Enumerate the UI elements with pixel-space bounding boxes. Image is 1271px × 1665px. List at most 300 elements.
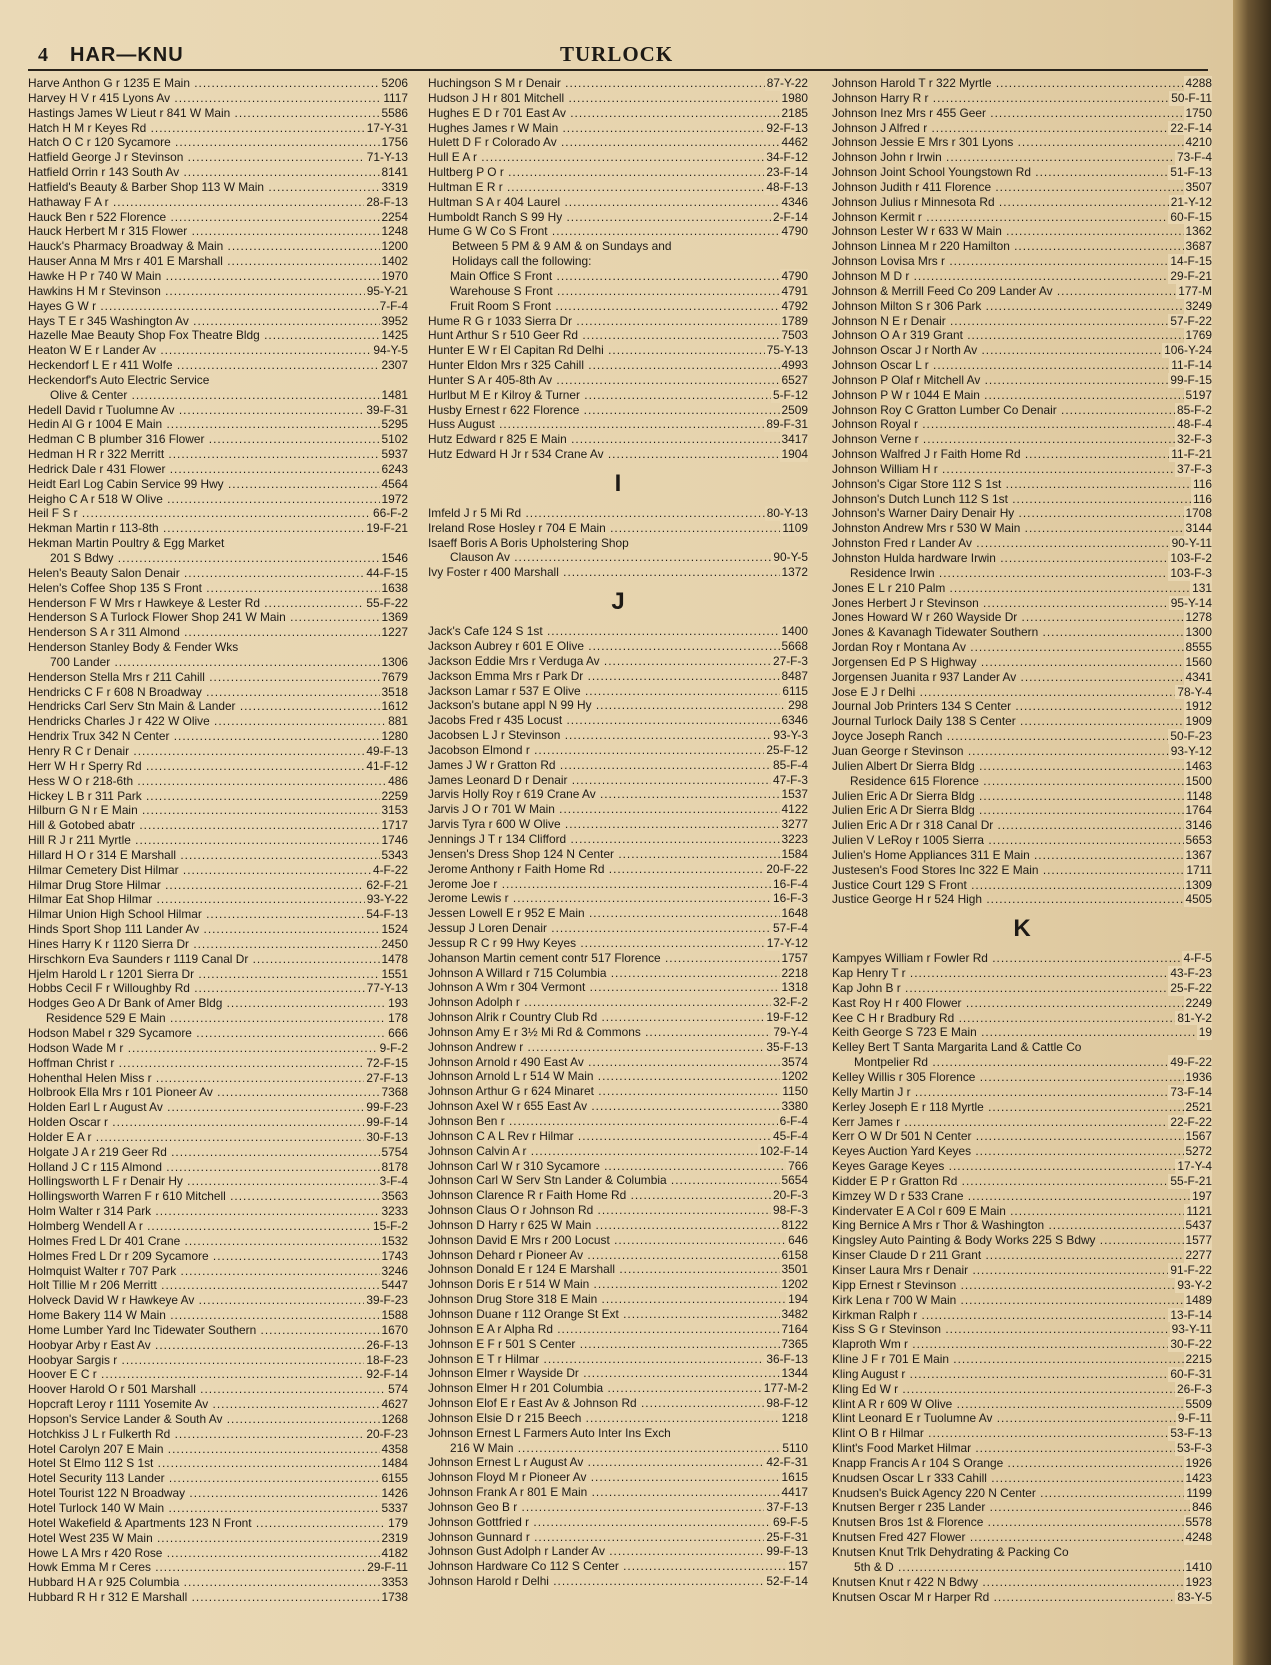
listing-name: Hughes E D r 701 East Av ..... — [428, 106, 808, 121]
listing-name: Johnson & Merrill Feed Co 209 Lander Av ..... — [832, 284, 1212, 299]
listing-phone: 1546 — [381, 551, 408, 565]
listing-entry — [428, 1203, 808, 1218]
listing-phone: 75-Y-13 — [766, 343, 808, 358]
listing-entry — [832, 135, 1212, 150]
listing-phone: 2521 — [1185, 1099, 1212, 1114]
listing-name: Holmes Fred L Dr r 209 Sycamore ..... — [28, 1249, 408, 1264]
listing-entry — [428, 1025, 808, 1040]
listing-entry — [832, 328, 1212, 343]
listing-name: Johnson P W r 1044 E Main ..... — [832, 388, 1212, 403]
listing-phone: 298 — [788, 698, 808, 713]
listing-phone: 1909 — [1185, 714, 1212, 729]
listing-phone: 1769 — [1185, 328, 1212, 343]
listing-name: Hoobyar Arby r East Av ..... — [28, 1338, 408, 1353]
listing-entry — [28, 1560, 408, 1575]
listing-entry — [832, 1426, 1212, 1441]
listing-phone: 4790 — [781, 224, 808, 239]
listing-phone: 1912 — [1185, 699, 1212, 714]
listing-name: Hillard H O r 314 E Marshall ..... — [28, 848, 408, 863]
listing-phone: 4288 — [1185, 76, 1212, 90]
listing-entry — [28, 878, 408, 893]
listing-name: Jackson Lamar r 537 E Olive ..... — [428, 684, 808, 699]
listing-name: Kast Roy H r 400 Flower ..... — [832, 996, 1212, 1011]
listing-name: Hume R G r 1033 Sierra Dr ..... — [428, 314, 808, 329]
listing-phone: 3574 — [781, 1054, 808, 1069]
listing-phone: 1612 — [381, 699, 408, 714]
listing-entry — [428, 1530, 808, 1545]
listing-name: Residence 529 E Main ..... — [28, 1011, 408, 1026]
listing-name: Hotel Carolyn 207 E Main ..... — [28, 1442, 408, 1457]
listing-entry — [428, 906, 808, 921]
listing-entry — [832, 1471, 1212, 1486]
listing-entry — [428, 921, 808, 936]
listing-name: Hoobyar Sargis r ..... — [28, 1353, 408, 1368]
listing-phone: 25-F-12 — [766, 742, 808, 757]
listing-entry — [428, 995, 808, 1010]
listing-name: Holm Walter r 314 Park ..... — [28, 1204, 408, 1219]
listing-phone: 1537 — [781, 787, 808, 802]
listing-entry — [28, 165, 408, 180]
listing-phone: 53-F-13 — [1170, 1426, 1212, 1441]
listing-entry — [428, 1055, 808, 1070]
listing-phone: 1936 — [1185, 1070, 1212, 1084]
listing-name: Justesen's Food Stores Inc 322 E Main ..... — [832, 863, 1212, 878]
listing-entry — [428, 106, 808, 121]
listing-entry — [832, 729, 1212, 744]
listing-phone: 25-F-31 — [766, 1529, 808, 1544]
listing-phone: 48-F-13 — [766, 179, 808, 194]
listing-entry — [832, 373, 1212, 388]
listing-entry — [428, 284, 808, 299]
listing-phone: 5437 — [1185, 1218, 1212, 1233]
listing-name: Johnson Judith r 411 Florence ..... — [832, 180, 1212, 195]
listing-entry — [28, 1100, 408, 1115]
listing-entry — [832, 224, 1212, 239]
listing-name: Jones & Kavanagh Tidewater Southern ..... — [832, 625, 1212, 640]
listing-phone: 26-F-13 — [366, 1337, 408, 1352]
listing-phone: 4505 — [1185, 892, 1212, 907]
listing-entry — [428, 1485, 808, 1500]
listing-phone: 4248 — [1185, 1530, 1212, 1545]
listing-phone: 22-F-14 — [1170, 120, 1212, 135]
listing-entry — [428, 1188, 808, 1203]
listing-phone: 1423 — [1185, 1470, 1212, 1485]
listing-name: Holidays call the following: — [452, 254, 592, 269]
listing-phone: 18-F-23 — [366, 1352, 408, 1367]
listing-name: 201 S Bdwy ..... — [28, 551, 408, 566]
listing-entry — [28, 699, 408, 714]
listing-entry — [428, 1455, 808, 1470]
listing-entry — [28, 1264, 408, 1279]
listing-phone: 8122 — [781, 1217, 808, 1232]
listing-name: Johnson Calvin A r ..... — [428, 1144, 808, 1159]
listing-phone: 1309 — [1185, 877, 1212, 892]
listing-entry — [428, 1500, 808, 1515]
listing-phone: 57-F-4 — [772, 921, 808, 936]
listing-entry — [428, 787, 808, 802]
listing-entry — [832, 759, 1212, 774]
listing-name: Hatfield's Beauty & Barber Shop 113 W Main ..... — [28, 180, 408, 195]
listing-name: Hill & Gotobed abatr ..... — [28, 818, 408, 833]
listing-phone: 50-F-23 — [1170, 729, 1212, 744]
listing-phone: 17-Y-12 — [766, 935, 808, 950]
listing-phone: 7679 — [381, 669, 408, 684]
listing-entry — [28, 1234, 408, 1249]
listing-entry — [428, 269, 808, 284]
listing-phone: 36-F-13 — [766, 1351, 808, 1366]
listing-entry — [428, 210, 808, 225]
listing-entry — [428, 506, 808, 521]
listing-entry — [832, 818, 1212, 833]
listing-name: Hobbs Cecil F r Willoughby Rd ..... — [28, 981, 408, 996]
listing-entry — [832, 1115, 1212, 1130]
listing-phone: 106-Y-24 — [1164, 343, 1212, 358]
listing-phone: 1202 — [781, 1069, 808, 1084]
listing-entry — [428, 224, 808, 239]
listing-name: Julien Eric A Dr Sierra Bldg ..... — [832, 803, 1212, 818]
listing-name: Jennings J T r 134 Clifford ..... — [428, 832, 808, 847]
listing-phone: 1410 — [1185, 1559, 1212, 1574]
listing-entry — [832, 1263, 1212, 1278]
listing-phone: 5272 — [1185, 1144, 1212, 1159]
listing-entry — [832, 388, 1212, 403]
listing-entry — [832, 343, 1212, 358]
listing-name: Johnson Carl W r 310 Sycamore ..... — [428, 1159, 808, 1174]
listing-phone: 3277 — [781, 817, 808, 832]
listing-entry — [28, 1189, 408, 1204]
listing-entry — [428, 951, 808, 966]
listing-phone: 78-Y-4 — [1177, 684, 1212, 699]
listing-entry — [832, 1352, 1212, 1367]
listing-entry — [28, 1293, 408, 1308]
listing-entry — [28, 818, 408, 833]
listing-phone: 1478 — [381, 951, 408, 966]
listing-name: Hollingsworth L F r Denair Hy ..... — [28, 1174, 408, 1189]
listing-name: Hunter Eldon Mrs r 325 Cahill ..... — [428, 358, 808, 373]
listing-phone: 4-F-22 — [372, 862, 408, 877]
listing-entry — [28, 388, 408, 403]
listing-name: Johnson Gust Adolph r Lander Av ..... — [428, 1544, 808, 1559]
listing-name: Johnson Royal r ..... — [832, 417, 1212, 432]
listing-phone: 1489 — [1185, 1292, 1212, 1307]
listing-phone: 16-F-3 — [772, 891, 808, 906]
listing-entry — [428, 639, 808, 654]
listing-name: Johnson Alrik r Country Club Rd ..... — [428, 1010, 808, 1025]
listing-name: Klint O B r Hilmar ..... — [832, 1426, 1212, 1441]
listing-phone: 39-F-23 — [366, 1293, 408, 1308]
listing-phone: 1757 — [781, 950, 808, 965]
listing-name: Hedin Al G r 1004 E Main ..... — [28, 417, 408, 432]
listing-phone: 89-F-31 — [766, 417, 808, 432]
listing-phone: 881 — [388, 714, 408, 729]
listing-entry — [428, 150, 808, 165]
listing-entry — [832, 892, 1212, 907]
listing-entry — [832, 1456, 1212, 1471]
listing-phone: 2-F-14 — [772, 209, 808, 224]
listing-entry — [28, 848, 408, 863]
listing-entry — [28, 1501, 408, 1516]
listing-entry — [832, 848, 1212, 863]
listing-phone: 5668 — [781, 639, 808, 653]
listing-phone: 3-F-4 — [379, 1174, 408, 1189]
listing-entry — [428, 1233, 808, 1248]
listing-phone: 194 — [788, 1292, 808, 1307]
listing-name: Hawke H P r 740 W Main ..... — [28, 269, 408, 284]
listing-name: Johnson Elmer H r 201 Columbia ..... — [428, 1381, 808, 1396]
listing-entry — [28, 106, 408, 121]
listing-entry — [28, 967, 408, 982]
listing-name: Hotchkiss J L r Fulkerth Rd ..... — [28, 1427, 408, 1442]
listing-entry — [832, 1367, 1212, 1382]
listing-phone: 1481 — [381, 387, 408, 402]
listing-entry — [28, 239, 408, 254]
listing-entry — [428, 1144, 808, 1159]
listing-entry — [428, 980, 808, 995]
listing-name: Hutz Edward H Jr r 534 Crane Av ..... — [428, 447, 808, 462]
listing-name: Hilmar Drug Store Hilmar ..... — [28, 878, 408, 893]
listing-phone: 6346 — [781, 713, 808, 728]
listing-phone: 11-F-21 — [1171, 447, 1212, 462]
listing-phone: 3144 — [1185, 521, 1212, 536]
listing-entry — [832, 1100, 1212, 1115]
listing-phone: 6155 — [381, 1471, 408, 1486]
listing-entry — [28, 284, 408, 299]
listing-entry — [428, 1099, 808, 1114]
listing-entry — [428, 743, 808, 758]
listing-name: Johnson Carl W Serv Stn Lander & Columbia ..... — [428, 1173, 808, 1188]
listing-entry — [832, 1218, 1212, 1233]
listing-name: Hilburn G N r E Main ..... — [28, 803, 408, 818]
listing-entry — [832, 1055, 1212, 1070]
listing-entry — [832, 1575, 1212, 1590]
listing-name: Jarvis J O r 701 W Main ..... — [428, 802, 808, 817]
listing-phone: 131 — [1192, 580, 1212, 595]
listing-entry — [832, 551, 1212, 566]
listing-entry — [428, 1159, 808, 1174]
listing-phone: 4182 — [381, 1545, 408, 1560]
listing-name: Johnson Ernest L r August Av ..... — [428, 1455, 808, 1470]
listing-name: Johnson Donald E r 124 E Marshall ..... — [428, 1262, 808, 1277]
listing-name: Knutsen Oscar M r Harper Rd ..... — [832, 1590, 1212, 1605]
listing-entry — [28, 328, 408, 343]
listing-phone: 95-Y-21 — [366, 283, 408, 298]
listing-name: Hatch O C r 120 Sycamore ..... — [28, 135, 408, 150]
listing-name: Holgate J A r 219 Geer Rd ..... — [28, 1145, 408, 1160]
listing-entry — [28, 150, 408, 165]
listing-name: Juan George r Stevinson ..... — [832, 744, 1212, 759]
listing-entry — [428, 1544, 808, 1559]
listing-phone: 49-F-22 — [1170, 1055, 1212, 1070]
listing-phone: 93-Y-22 — [366, 892, 408, 907]
listing-phone: 5197 — [1185, 387, 1212, 402]
listing-entry — [832, 566, 1212, 581]
listing-phone: 1789 — [781, 313, 808, 328]
listing-name: Keyes Auction Yard Keyes ..... — [832, 1144, 1212, 1159]
listing-entry — [832, 284, 1212, 299]
listing-name: Jackson's butane appl N 99 Hy ..... — [428, 698, 808, 713]
listing-name: Hughes James r W Main ..... — [428, 121, 808, 136]
listing-name: Johnson Roy C Gratton Lumber Co Denair ..... — [832, 403, 1212, 418]
listing-phone: 1588 — [381, 1308, 408, 1323]
listing-name: Heil F S r ..... — [28, 506, 408, 521]
listing-phone: 1150 — [782, 1084, 808, 1099]
listing-name: Hatch H M r Keyes Rd ..... — [28, 121, 408, 136]
listing-entry — [428, 1337, 808, 1352]
listing-entry — [832, 1085, 1212, 1100]
listing-phone: 7368 — [381, 1085, 408, 1100]
listing-entry — [832, 536, 1212, 551]
listing-name: Johnson E T r Hilmar ..... — [428, 1352, 808, 1367]
listing-name: 5th & D ..... — [832, 1560, 1212, 1575]
listing-entry — [428, 550, 808, 565]
listing-name: Johnson Frank A r 801 E Main ..... — [428, 1485, 808, 1500]
listing-name: Hopcraft Leroy r 1111 Yosemite Av ..... — [28, 1397, 408, 1412]
listing-entry — [428, 891, 808, 906]
listing-name: Jensen's Dress Shop 124 N Center ..... — [428, 847, 808, 862]
listing-phone: 116 — [1193, 491, 1212, 506]
listing-entry — [28, 91, 408, 106]
listing-phone: 92-F-14 — [366, 1367, 408, 1382]
listing-name: Johnson Oscar J r North Av ..... — [832, 343, 1212, 358]
listing-phone: 3246 — [381, 1263, 408, 1278]
listing-name: Kap Henry T r ..... — [832, 966, 1212, 981]
listing-name: Henderson Stanley Body & Fender Wks — [28, 640, 239, 655]
listing-entry — [428, 195, 808, 210]
listing-phone: 4792 — [781, 298, 808, 313]
listing-name: Jones Howard W r 260 Wayside Dr ..... — [832, 610, 1212, 625]
listing-phone: 1584 — [781, 846, 808, 861]
listing-phone: 2249 — [1185, 995, 1212, 1010]
listing-phone: 2307 — [381, 358, 408, 373]
listing-entry — [428, 1352, 808, 1367]
listing-phone: 1425 — [381, 328, 408, 343]
listing-entry — [428, 388, 808, 403]
listing-phone: 62-F-21 — [366, 877, 408, 892]
listing-phone: 5110 — [782, 1440, 808, 1455]
listing-phone: 81-Y-2 — [1177, 1010, 1212, 1025]
listing-entry — [28, 314, 408, 329]
listing-entry — [832, 1308, 1212, 1323]
listing-phone: 17-Y-4 — [1177, 1159, 1212, 1174]
listing-name: Hultberg P O r ..... — [428, 165, 808, 180]
listing-name: Kline J F r 701 E Main ..... — [832, 1352, 1212, 1367]
listing-entry — [428, 1426, 808, 1441]
listing-entry — [832, 699, 1212, 714]
listing-entry — [428, 1307, 808, 1322]
listing-phone: 15-F-2 — [372, 1218, 408, 1233]
listing-entry — [28, 521, 408, 536]
listing-entry — [28, 566, 408, 581]
listing-name: Klint's Food Market Hilmar ..... — [832, 1441, 1212, 1456]
listing-name: Johnson O A r 319 Grant ..... — [832, 328, 1212, 343]
listing-name: Kinser Claude D r 211 Grant ..... — [832, 1248, 1212, 1263]
listing-name: Jarvis Holly Roy r 619 Crane Av ..... — [428, 787, 808, 802]
listing-entry — [28, 1204, 408, 1219]
listing-name: Hoover E C r ..... — [28, 1367, 408, 1382]
listing-phone: 4791 — [781, 283, 808, 298]
listing-name: Jerome Joe r ..... — [428, 877, 808, 892]
listing-phone: 1738 — [381, 1590, 408, 1605]
listing-name: Johnson Ernest L Farmers Auto Inter Ins Exch — [428, 1425, 671, 1440]
listing-name: Johnson Walfred J r Faith Home Rd ..... — [832, 447, 1212, 462]
listing-name: Residence 615 Florence ..... — [832, 774, 1212, 789]
listing-entry — [428, 773, 808, 788]
listing-name: Johnson Arnold r 490 East Av ..... — [428, 1055, 808, 1070]
listing-phone: 14-F-15 — [1170, 254, 1212, 269]
listing-phone: 35-F-13 — [766, 1039, 808, 1054]
listing-entry — [832, 1515, 1212, 1530]
listing-entry — [832, 210, 1212, 225]
listing-entry — [28, 1427, 408, 1442]
listing-name: Hauck Herbert M r 315 Flower ..... — [28, 224, 408, 239]
listing-name: Johnson M D r ..... — [832, 269, 1212, 284]
listing-name: Henderson Stella Mrs r 211 Cahill ..... — [28, 670, 408, 685]
listing-name: Johnson Harry R r ..... — [832, 91, 1212, 106]
listing-name: Ireland Rose Hosley r 704 E Main ..... — [428, 521, 808, 536]
listing-entry — [428, 1084, 808, 1099]
listing-phone: 94-Y-5 — [373, 343, 408, 358]
listing-phone: 1524 — [381, 922, 408, 937]
listing-phone: 1904 — [781, 447, 808, 462]
listing-name: Kinser Laura Mrs r Denair ..... — [832, 1263, 1212, 1278]
listing-phone: 99-F-13 — [766, 1544, 808, 1559]
listing-phone: 32-F-3 — [1176, 432, 1212, 447]
listing-name: Kingsley Auto Painting & Body Works 225 S Bdwy ..... — [832, 1233, 1212, 1248]
listing-entry — [28, 1353, 408, 1368]
listing-entry — [832, 1590, 1212, 1605]
listing-entry — [28, 1397, 408, 1412]
listing-entry — [832, 1397, 1212, 1412]
listing-entry — [832, 1040, 1212, 1055]
listing-entry — [832, 403, 1212, 418]
listing-entry — [28, 774, 408, 789]
listing-phone: 1970 — [381, 268, 408, 283]
listing-entry — [28, 744, 408, 759]
listing-entry — [428, 802, 808, 817]
listing-phone: 1300 — [1185, 625, 1212, 640]
listing-entry — [832, 1204, 1212, 1219]
listing-entry — [832, 1530, 1212, 1545]
listing-name: Johnson Joint School Youngstown Rd ..... — [832, 165, 1212, 180]
listing-entry — [428, 565, 808, 580]
listing-entry — [428, 447, 808, 462]
listing-entry — [832, 996, 1212, 1011]
listing-phone: 846 — [1192, 1500, 1212, 1515]
listing-entry — [28, 76, 408, 91]
listing-entry — [832, 1144, 1212, 1159]
listing-entry — [28, 1367, 408, 1382]
listing-name: Holt Tillie M r 206 Merritt ..... — [28, 1278, 408, 1293]
listing-entry — [428, 403, 808, 418]
listing-entry — [428, 1292, 808, 1307]
listing-entry — [28, 343, 408, 358]
listing-phone: 1227 — [381, 625, 408, 640]
listing-phone: 4358 — [381, 1441, 408, 1456]
listing-entry — [28, 210, 408, 225]
listing-name: Hedman H R r 322 Merritt ..... — [28, 447, 408, 462]
listing-entry — [832, 803, 1212, 818]
listing-phone: 1148 — [1186, 788, 1212, 803]
listing-name: Johnson Claus O r Johnson Rd ..... — [428, 1203, 808, 1218]
listing-name: Hathaway F A r ..... — [28, 195, 408, 210]
listing-phone: 4-F-5 — [1183, 951, 1212, 966]
listing-phone: 71-Y-13 — [366, 150, 408, 165]
listing-entry — [28, 551, 408, 566]
listing-phone: 55-F-21 — [1170, 1173, 1212, 1188]
listing-name: Hazelle Mae Beauty Shop Fox Theatre Bldg ..... — [28, 328, 408, 343]
listing-name: Kee C H r Bradbury Rd ..... — [832, 1011, 1212, 1026]
listing-phone: 52-F-14 — [766, 1574, 808, 1589]
